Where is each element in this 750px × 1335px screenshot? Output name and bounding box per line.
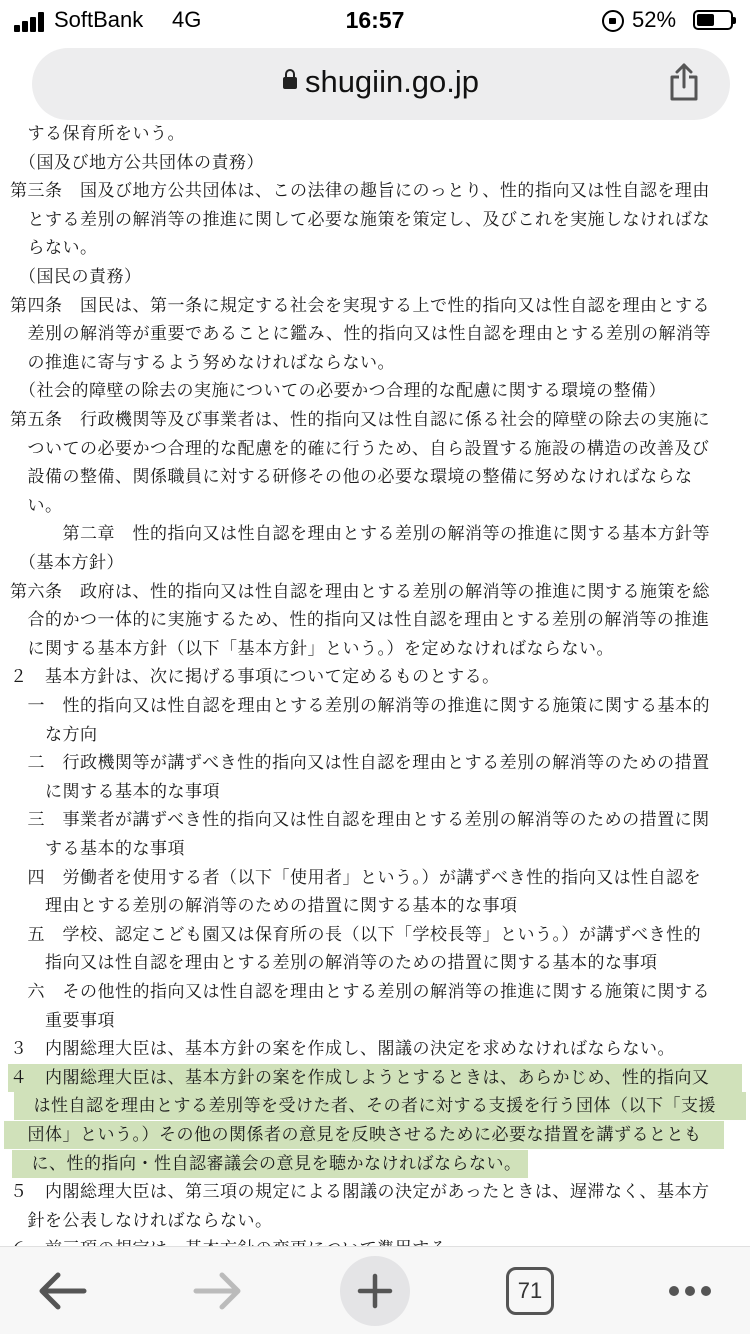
- document-line: に関する基本方針（以下「基本方針」という。）を定めなければならない。: [10, 638, 614, 659]
- tabs-button[interactable]: 71: [506, 1267, 554, 1315]
- document-line: 一 性的指向又は性自認を理由とする差別の解消等の推進に関する施策に関する基本的: [10, 696, 710, 716]
- more-menu-button[interactable]: [640, 1247, 740, 1335]
- document-line: 五 学校、認定こども園又は保育所の長（以下「学校長等」という。）が講ずべき性的: [10, 924, 702, 945]
- document-line: 第五条 行政機関等及び事業者は、性的指向又は性自認に係る社会的障壁の除去の実施に: [10, 410, 710, 430]
- document-line: 合的かつ一体的に実施するため、性的指向又は性自認を理由とする差別の解消等の推進: [10, 610, 710, 631]
- network-type: 4G: [172, 7, 202, 32]
- document-line: （基本方針）: [10, 553, 124, 573]
- document-line: ５ 内閣総理大臣は、第三項の規定による閣議の決定があったときは、遅滞なく、基本方: [10, 1182, 710, 1203]
- document-line: 理由とする差別の解消等のための措置に関する基本的な事項: [10, 896, 518, 917]
- document-line: 差別の解消等が重要であることに鑑み、性的指向又は性自認を理由とする差別の解消等: [10, 324, 712, 345]
- bottom-toolbar: [0, 1246, 750, 1334]
- document-line: とする差別の解消等の推進に関して必要な施策を策定し、及びこれを実施しなければな: [10, 209, 710, 230]
- document-line: 第三条 国及び地方公共団体は、この法律の趣旨にのっとり、性的指向又は性自認を理由: [10, 181, 710, 202]
- status-time: 16:57: [345, 7, 405, 33]
- document-line: 六 その他性的指向又は性自認を理由とする差別の解消等の推進に関する施策に関する: [10, 982, 710, 1002]
- document-line: 団体」という。）その他の関係者の意見を反映させるために必要な措置を講ずるととも: [4, 1121, 724, 1149]
- forward-button[interactable]: [168, 1247, 268, 1335]
- document-line: する基本的な事項: [10, 839, 185, 859]
- address-bar-text: [32, 64, 730, 100]
- document-line: 第二章 性的指向又は性自認を理由とする差別の解消等の推進に関する基本方針等: [10, 524, 710, 545]
- document-line: 設備の整備、関係職員に対する研修その他の必要な環境の整備に努めなければならな: [10, 467, 693, 488]
- document-line: ２ 基本方針は、次に掲げる事項について定めるものとする。: [10, 667, 500, 688]
- document-line: い。: [10, 495, 63, 516]
- battery-percentage: 52%: [632, 7, 677, 32]
- document-line: 針を公表しなければならない。: [10, 1210, 273, 1231]
- document-line: 第六条 政府は、性的指向又は性自認を理由とする差別の解消等の推進に関する施策を総: [10, 581, 710, 602]
- url-text: shugiin.go.jp: [304, 64, 480, 99]
- share-icon[interactable]: [668, 62, 700, 102]
- document-line: に、性的指向・性自認審議会の意見を聴かなければならない。: [12, 1150, 528, 1178]
- carrier-name: SoftBank: [54, 7, 144, 32]
- document-line: （国民の責務）: [10, 267, 142, 287]
- document-line: （国及び地方公共団体の責務）: [10, 152, 264, 173]
- document-line: 重要事項: [10, 1010, 115, 1031]
- document-line: ついての必要かつ合理的な配慮を的確に行うため、自ら設置する施設の構造の改善及び: [10, 438, 710, 459]
- document-line: ４ 内閣総理大臣は、基本方針の案を作成しようとするときは、あらかじめ、性的指向又: [8, 1064, 742, 1092]
- document-line: する保育所をいう。: [10, 124, 185, 144]
- document-line: 四 労働者を使用する者（以下「使用者」という。）が講ずべき性的指向又は性自認を: [10, 867, 702, 888]
- document-line: な方向: [10, 724, 98, 745]
- document-line: （社会的障壁の除去の実施についての必要かつ合理的な配慮に関する環境の整備）: [10, 381, 667, 402]
- back-button[interactable]: [12, 1247, 112, 1335]
- document-line: らない。: [10, 238, 98, 259]
- document-line: の推進に寄与するよう努めなければならない。: [10, 352, 395, 373]
- document-line: 第四条 国民は、第一条に規定する社会を実現する上で性的指向又は性自認を理由とする: [10, 295, 710, 316]
- lock-icon: [283, 77, 297, 89]
- document-content: [0, 124, 750, 1246]
- document-line: に関する基本的な事項: [10, 781, 220, 802]
- document-line: 三 事業者が講ずべき性的指向又は性自認を理由とする差別の解消等のための措置に関: [10, 810, 710, 831]
- document-line: 二 行政機関等が講ずべき性的指向又は性自認を理由とする差別の解消等のための措置: [10, 753, 710, 774]
- address-bar[interactable]: [32, 48, 730, 120]
- document-line: 指向又は性自認を理由とする差別の解消等のための措置に関する基本的な事項: [10, 953, 658, 974]
- document-line: は性自認を理由とする差別等を受けた者、その者に対する支援を行う団体（以下「支援: [14, 1092, 746, 1120]
- status-bar: [0, 0, 750, 40]
- new-tab-button[interactable]: [340, 1256, 410, 1326]
- document-line: ３ 内閣総理大臣は、基本方針の案を作成し、閣議の決定を求めなければならない。: [10, 1039, 675, 1060]
- orientation-lock-icon: [602, 10, 624, 32]
- battery-icon: [693, 10, 733, 30]
